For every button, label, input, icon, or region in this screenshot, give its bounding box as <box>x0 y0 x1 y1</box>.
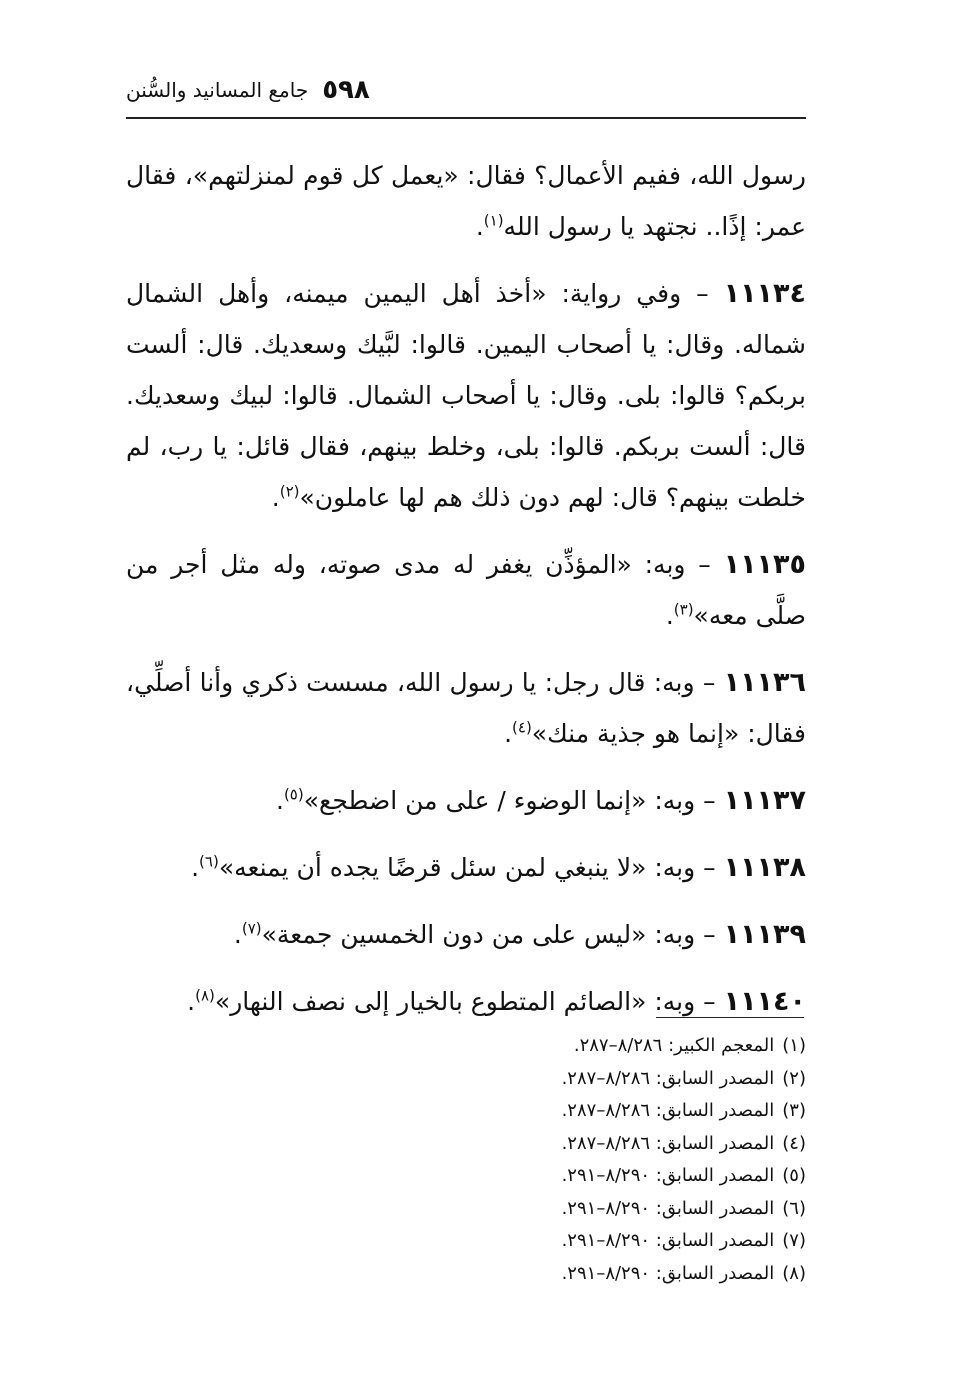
footnote-ref: (٨) <box>195 986 215 1005</box>
hadith-number: ١١١٣٦ <box>723 667 806 698</box>
hadith-11136 <box>126 657 806 759</box>
footnote-text: المصدر السابق: ٨/٢٩٠–٢٩١. <box>561 1165 775 1186</box>
footnote-number: (٧) <box>782 1230 806 1251</box>
footnote-item <box>380 1030 806 1063</box>
hadith-number: ١١١٣٨ <box>723 852 806 883</box>
footnote-item <box>380 1258 806 1291</box>
paragraph-end: . <box>504 719 513 748</box>
footnote-text: المصدر السابق: ٨/٢٨٦–٢٨٧. <box>561 1100 775 1121</box>
footnote-number: (٣) <box>782 1100 806 1121</box>
main-text <box>126 150 806 1043</box>
footnote-ref: (٦) <box>199 852 219 871</box>
paragraph-text: رسول الله، ففيم الأعمال؟ فقال: «يعمل كل قوم لمنزلتهم»، فقال عمر: إذًا.. نجتهد يا رسول الله <box>126 161 806 241</box>
paragraph-end: . <box>275 786 284 815</box>
footnote-ref: (٤) <box>512 718 532 737</box>
footnote-number: (٤) <box>782 1132 806 1154</box>
footnote-number: (٨) <box>782 1262 806 1284</box>
footnote-item <box>380 1193 806 1226</box>
footnote-text: المصدر السابق: ٨/٢٩٠–٢٩١. <box>561 1230 775 1251</box>
hadith-11134 <box>126 268 806 523</box>
hadith-11137 <box>126 775 806 826</box>
hadith-11135 <box>126 539 806 641</box>
hadith-text: – وبه: «ليس على من دون الخمسين جمعة» <box>261 920 724 949</box>
footnote-text: المصدر السابق: ٨/٢٨٦–٢٨٧. <box>561 1132 775 1154</box>
footnote-number: (٢) <box>782 1067 806 1089</box>
hadith-11139 <box>126 909 806 960</box>
paragraph-end: . <box>475 212 484 241</box>
hadith-text: – وبه: «لا ينبغي لمن سئل قرضًا يجده أن يمنعه» <box>218 853 724 882</box>
footnote-item <box>380 1095 806 1128</box>
page-header <box>126 68 806 112</box>
paragraph-continuation <box>126 150 806 252</box>
hadith-number: ١١١٣٩ <box>723 919 806 950</box>
footnote-item <box>380 1160 806 1193</box>
paragraph-end: . <box>187 987 196 1016</box>
hadith-11140 <box>126 976 806 1027</box>
paragraph-end: . <box>665 601 674 630</box>
footnote-item <box>380 1225 806 1258</box>
footnote-text: المصدر السابق: ٨/٢٨٦–٢٨٧. <box>561 1067 775 1089</box>
footnote-text: المصدر السابق: ٨/٢٩٠–٢٩١. <box>561 1262 775 1284</box>
paragraph-end: . <box>271 483 280 512</box>
footnote-number: (٦) <box>782 1197 806 1219</box>
footnote-ref: (١) <box>483 211 504 230</box>
hadith-text: – وبه: «إنما الوضوء / على من اضطجع» <box>303 786 724 815</box>
footnote-ref: (٧) <box>241 919 262 938</box>
footnote-ref: (٣) <box>673 600 694 619</box>
hadith-text: – وبه: «المؤذِّن يغفر له مدى صوته، وله مثل أجر من صلَّى معه» <box>126 550 806 630</box>
hadith-number: ١١١٣٤ <box>723 278 806 309</box>
footnotes <box>380 1030 806 1290</box>
hadith-text: – وبه: «الصائم المتطوع بالخيار إلى نصف النهار» <box>214 987 724 1016</box>
footnote-item <box>380 1063 806 1096</box>
header-rule <box>126 117 806 119</box>
running-title: جامع المسانيد والسُّنن <box>126 78 309 102</box>
hadith-text: – وبه: قال رجل: يا رسول الله، مسست ذكري وأنا أصلِّي، فقال: «إنما هو جذية منك» <box>126 668 806 748</box>
footnote-ref: (٥) <box>283 785 304 804</box>
hadith-11138 <box>126 842 806 893</box>
footnote-number: (٥) <box>782 1165 806 1186</box>
hadith-number: ١١١٤٠ <box>723 986 806 1017</box>
paragraph-end: . <box>233 920 242 949</box>
footnote-text: المعجم الكبير: ٨/٢٨٦–٢٨٧. <box>573 1035 775 1056</box>
page-number: ٥٩٨ <box>322 75 370 105</box>
paragraph-end: . <box>191 853 200 882</box>
footnote-ref: (٢) <box>279 482 300 501</box>
hadith-text: – وفي رواية: «أخذ أهل اليمين ميمنه، وأهل الشمال شماله. وقال: يا أصحاب اليمين. قالوا: لبَّيك وسعديك. قال: ألست بربكم؟ قالوا: بلى. وقال: يا أصحاب الشمال. قالوا: لبيك وسعديك. قال: ألست بربكم. قالوا: بلى، وخلط بينهم، فقال قائل: يا رب، لم خلطت بينهم؟ قال: لهم دون ذلك هم لها عاملون» <box>126 279 806 512</box>
footnote-rule <box>656 1017 804 1018</box>
hadith-number: ١١١٣٥ <box>723 549 806 580</box>
footnote-text: المصدر السابق: ٨/٢٩٠–٢٩١. <box>561 1197 775 1219</box>
footnote-item <box>380 1128 806 1161</box>
hadith-number: ١١١٣٧ <box>723 785 806 816</box>
footnote-number: (١) <box>782 1035 806 1056</box>
